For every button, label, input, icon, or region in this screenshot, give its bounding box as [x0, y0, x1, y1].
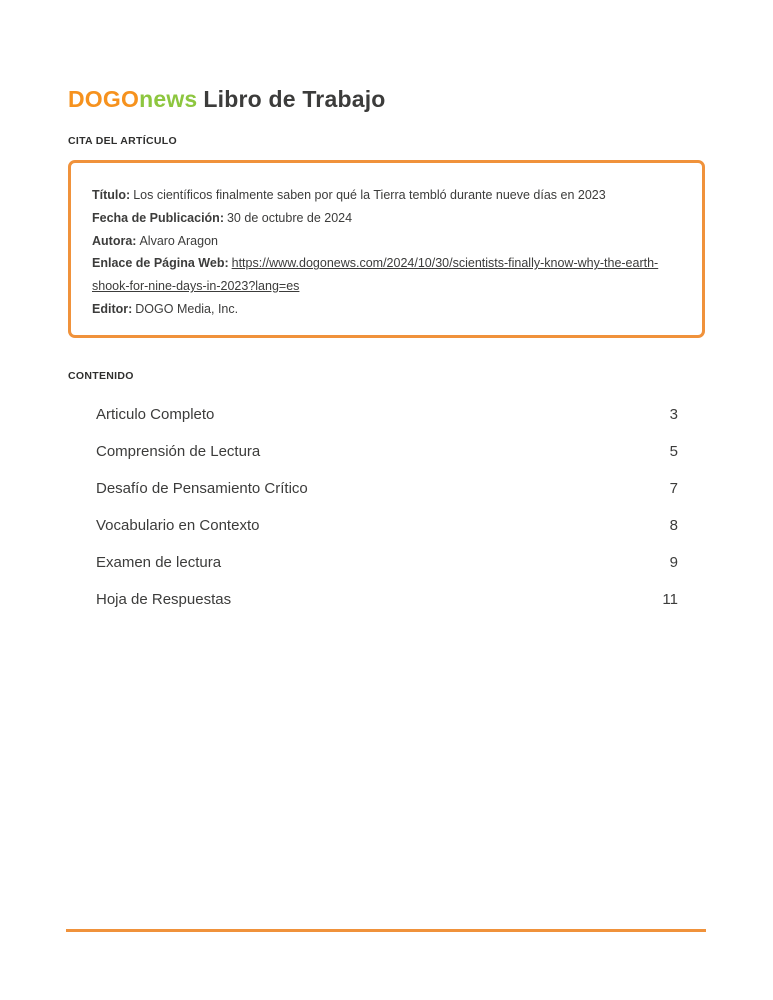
- toc-item-page-number: 9: [669, 554, 678, 571]
- toc-item-examen-de-lectura: [68, 544, 705, 581]
- toc-item-comprension-de-lectura: [68, 433, 705, 470]
- toc-item-page-number: 8: [669, 517, 678, 534]
- toc-item-desafio-pensamiento-critico: [68, 470, 705, 507]
- toc-item-label: Hoja de Respuestas: [96, 591, 232, 608]
- citation-date-label: Fecha de Publicación:: [92, 210, 224, 225]
- toc-item-label: Vocabulario en Contexto: [96, 517, 260, 534]
- contents-section-label: CONTENIDO: [68, 370, 134, 382]
- table-of-contents: [68, 396, 705, 618]
- toc-item-label: Desafío de Pensamiento Crítico: [96, 480, 308, 497]
- citation-author-line: [92, 230, 681, 253]
- citation-section-label: CITA DEL ARTÍCULO: [68, 135, 177, 147]
- citation-box: [68, 160, 705, 338]
- citation-author-value: Alvaro Aragon: [139, 233, 218, 248]
- citation-publisher-value: DOGO Media, Inc.: [135, 301, 239, 316]
- toc-item-label: Examen de lectura: [96, 554, 222, 571]
- toc-item-hoja-de-respuestas: [68, 581, 705, 618]
- toc-item-page-number: 5: [669, 443, 678, 460]
- toc-item-label: Articulo Completo: [96, 406, 215, 423]
- citation-title-value: Los científicos finalmente saben por qué la Tierra tembló durante nueve días en 2023: [133, 188, 606, 202]
- footer-divider: [66, 929, 706, 932]
- toc-item-page-number: 7: [669, 480, 678, 497]
- toc-item-page-number: 3: [669, 406, 678, 423]
- toc-item-page-number: 11: [662, 591, 678, 608]
- citation-link-label: Enlace de Página Web:: [92, 256, 229, 271]
- citation-publisher-line: [92, 298, 681, 321]
- toc-item-vocabulario-en-contexto: [68, 507, 705, 544]
- page-title: [68, 86, 386, 113]
- toc-item-label: Comprensión de Lectura: [96, 443, 261, 460]
- citation-title-line: [92, 184, 681, 207]
- citation-publisher-label: Editor:: [92, 301, 133, 316]
- article-web-link[interactable]: https://www.dogonews.com/2024/10/30/scientists-finally-know-why-the-earth-shook-for-nine-days-in-2023?lang=es: [92, 256, 659, 294]
- citation-date-line: [92, 207, 681, 230]
- workbook-title: Libro de Trabajo: [203, 86, 386, 112]
- dogonews-logo-dogo: DOGO: [68, 86, 140, 112]
- toc-item-articulo-completo: [68, 396, 705, 433]
- citation-date-value: 30 de octubre de 2024: [226, 210, 353, 225]
- citation-link-line: [92, 252, 681, 298]
- citation-title-label: Título:: [92, 188, 131, 202]
- citation-author-label: Autora:: [92, 233, 137, 248]
- dogonews-logo-news: news: [139, 86, 198, 112]
